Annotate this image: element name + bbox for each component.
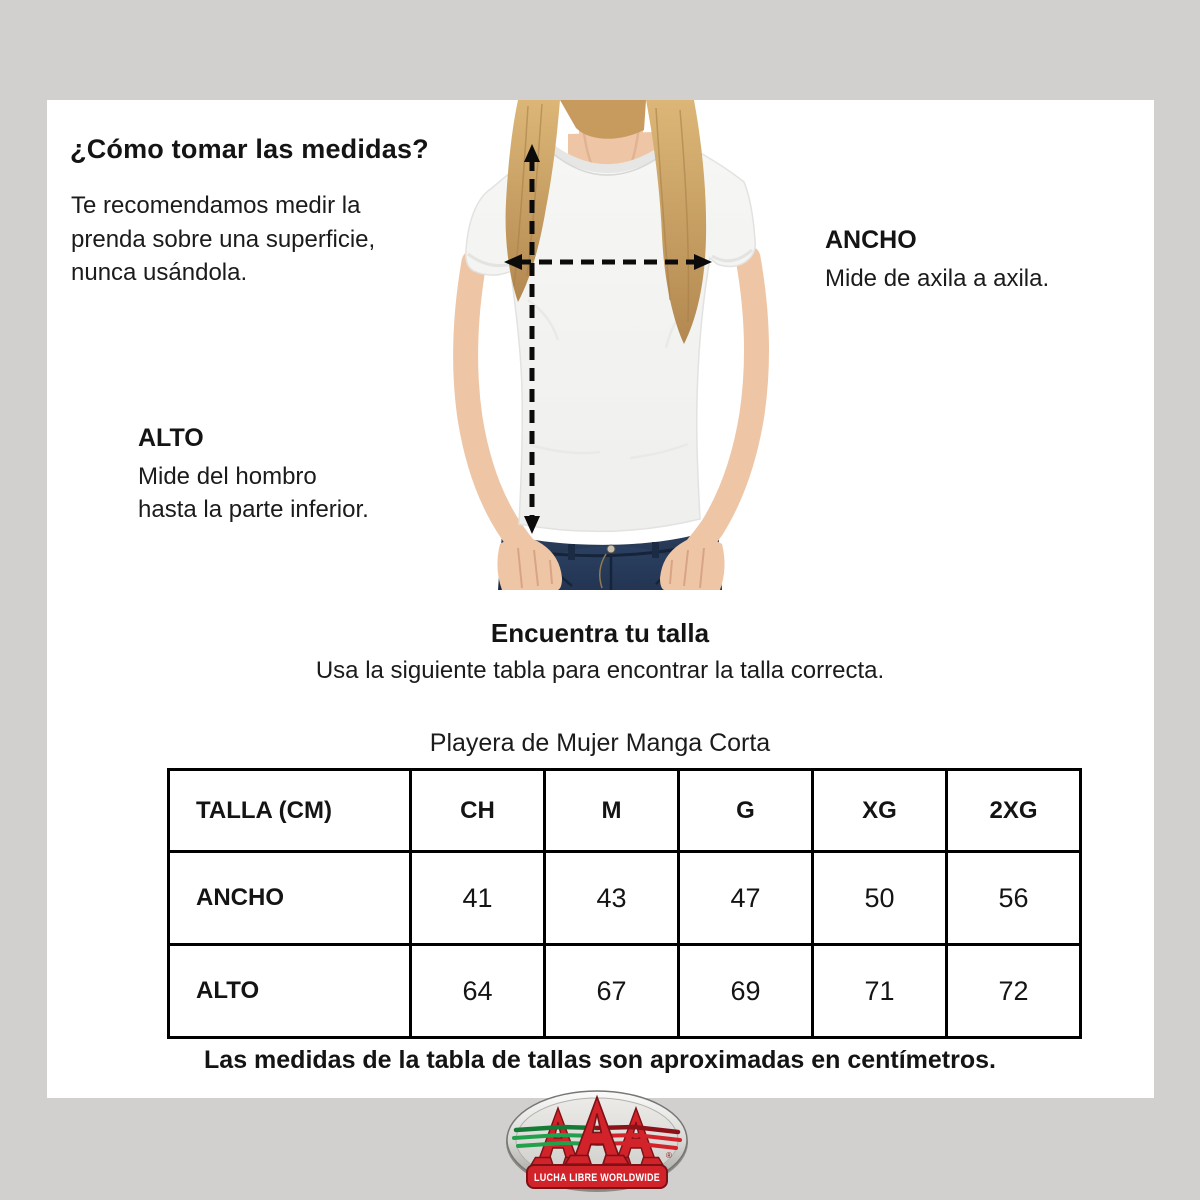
table-cell: 72: [947, 945, 1081, 1038]
col-header-talla: TALLA (CM): [169, 770, 411, 852]
find-size-subtitle: Usa la siguiente tabla para encontrar la talla correcta.: [315, 657, 885, 684]
col-header-xg: XG: [813, 770, 947, 852]
table-cell: 47: [679, 852, 813, 945]
registered-mark: ®: [666, 1151, 672, 1160]
col-header-ch: CH: [411, 770, 545, 852]
aaa-logo-graphic: [502, 1086, 692, 1198]
alto-title: ALTO: [138, 424, 204, 452]
ancho-measure-label: [825, 226, 1049, 295]
col-header-g: G: [679, 770, 813, 852]
size-table-header-row: [169, 770, 1081, 852]
table-cell: 71: [813, 945, 947, 1038]
table-cell: 50: [813, 852, 947, 945]
alto-measure-label: [138, 424, 369, 526]
table-cell: 64: [411, 945, 545, 1038]
row-label-alto: ALTO: [169, 945, 411, 1038]
table-cell: 67: [545, 945, 679, 1038]
table-footnote: Las medidas de la tabla de tallas son aproximadas en centímetros.: [204, 1046, 996, 1074]
size-table: [167, 768, 1082, 1039]
model-figure-illustration: [430, 100, 790, 590]
find-size-title: Encuentra tu talla: [490, 618, 710, 648]
aaa-logo: [502, 1086, 692, 1198]
how-to-body-line: Te recomendamos medir la: [71, 192, 361, 219]
alto-desc: Mide del hombro hasta la parte inferior.: [138, 463, 369, 523]
model-photo: [430, 100, 790, 590]
size-table-row-alto: [169, 945, 1081, 1038]
logo-banner-text: LUCHA LIBRE WORLDWIDE: [534, 1172, 660, 1184]
table-cell: 41: [411, 852, 545, 945]
table-cell: 69: [679, 945, 813, 1038]
logo-banner: [527, 1165, 667, 1188]
size-table-caption: Playera de Mujer Manga Corta: [429, 729, 771, 757]
table-cell: 43: [545, 852, 679, 945]
size-table-row-ancho: [169, 852, 1081, 945]
col-header-m: M: [545, 770, 679, 852]
row-label-ancho: ANCHO: [169, 852, 411, 945]
ancho-desc: Mide de axila a axila.: [825, 265, 1050, 292]
how-to-title: ¿Cómo tomar las medidas?: [70, 134, 429, 164]
ancho-title: ANCHO: [825, 226, 917, 254]
how-to-body-line: nunca usándola.: [71, 259, 248, 286]
how-to-body: [71, 189, 375, 290]
how-to-body-line: prenda sobre una superficie,: [71, 225, 376, 253]
table-cell: 56: [947, 852, 1081, 945]
col-header-2xg: 2XG: [947, 770, 1081, 852]
